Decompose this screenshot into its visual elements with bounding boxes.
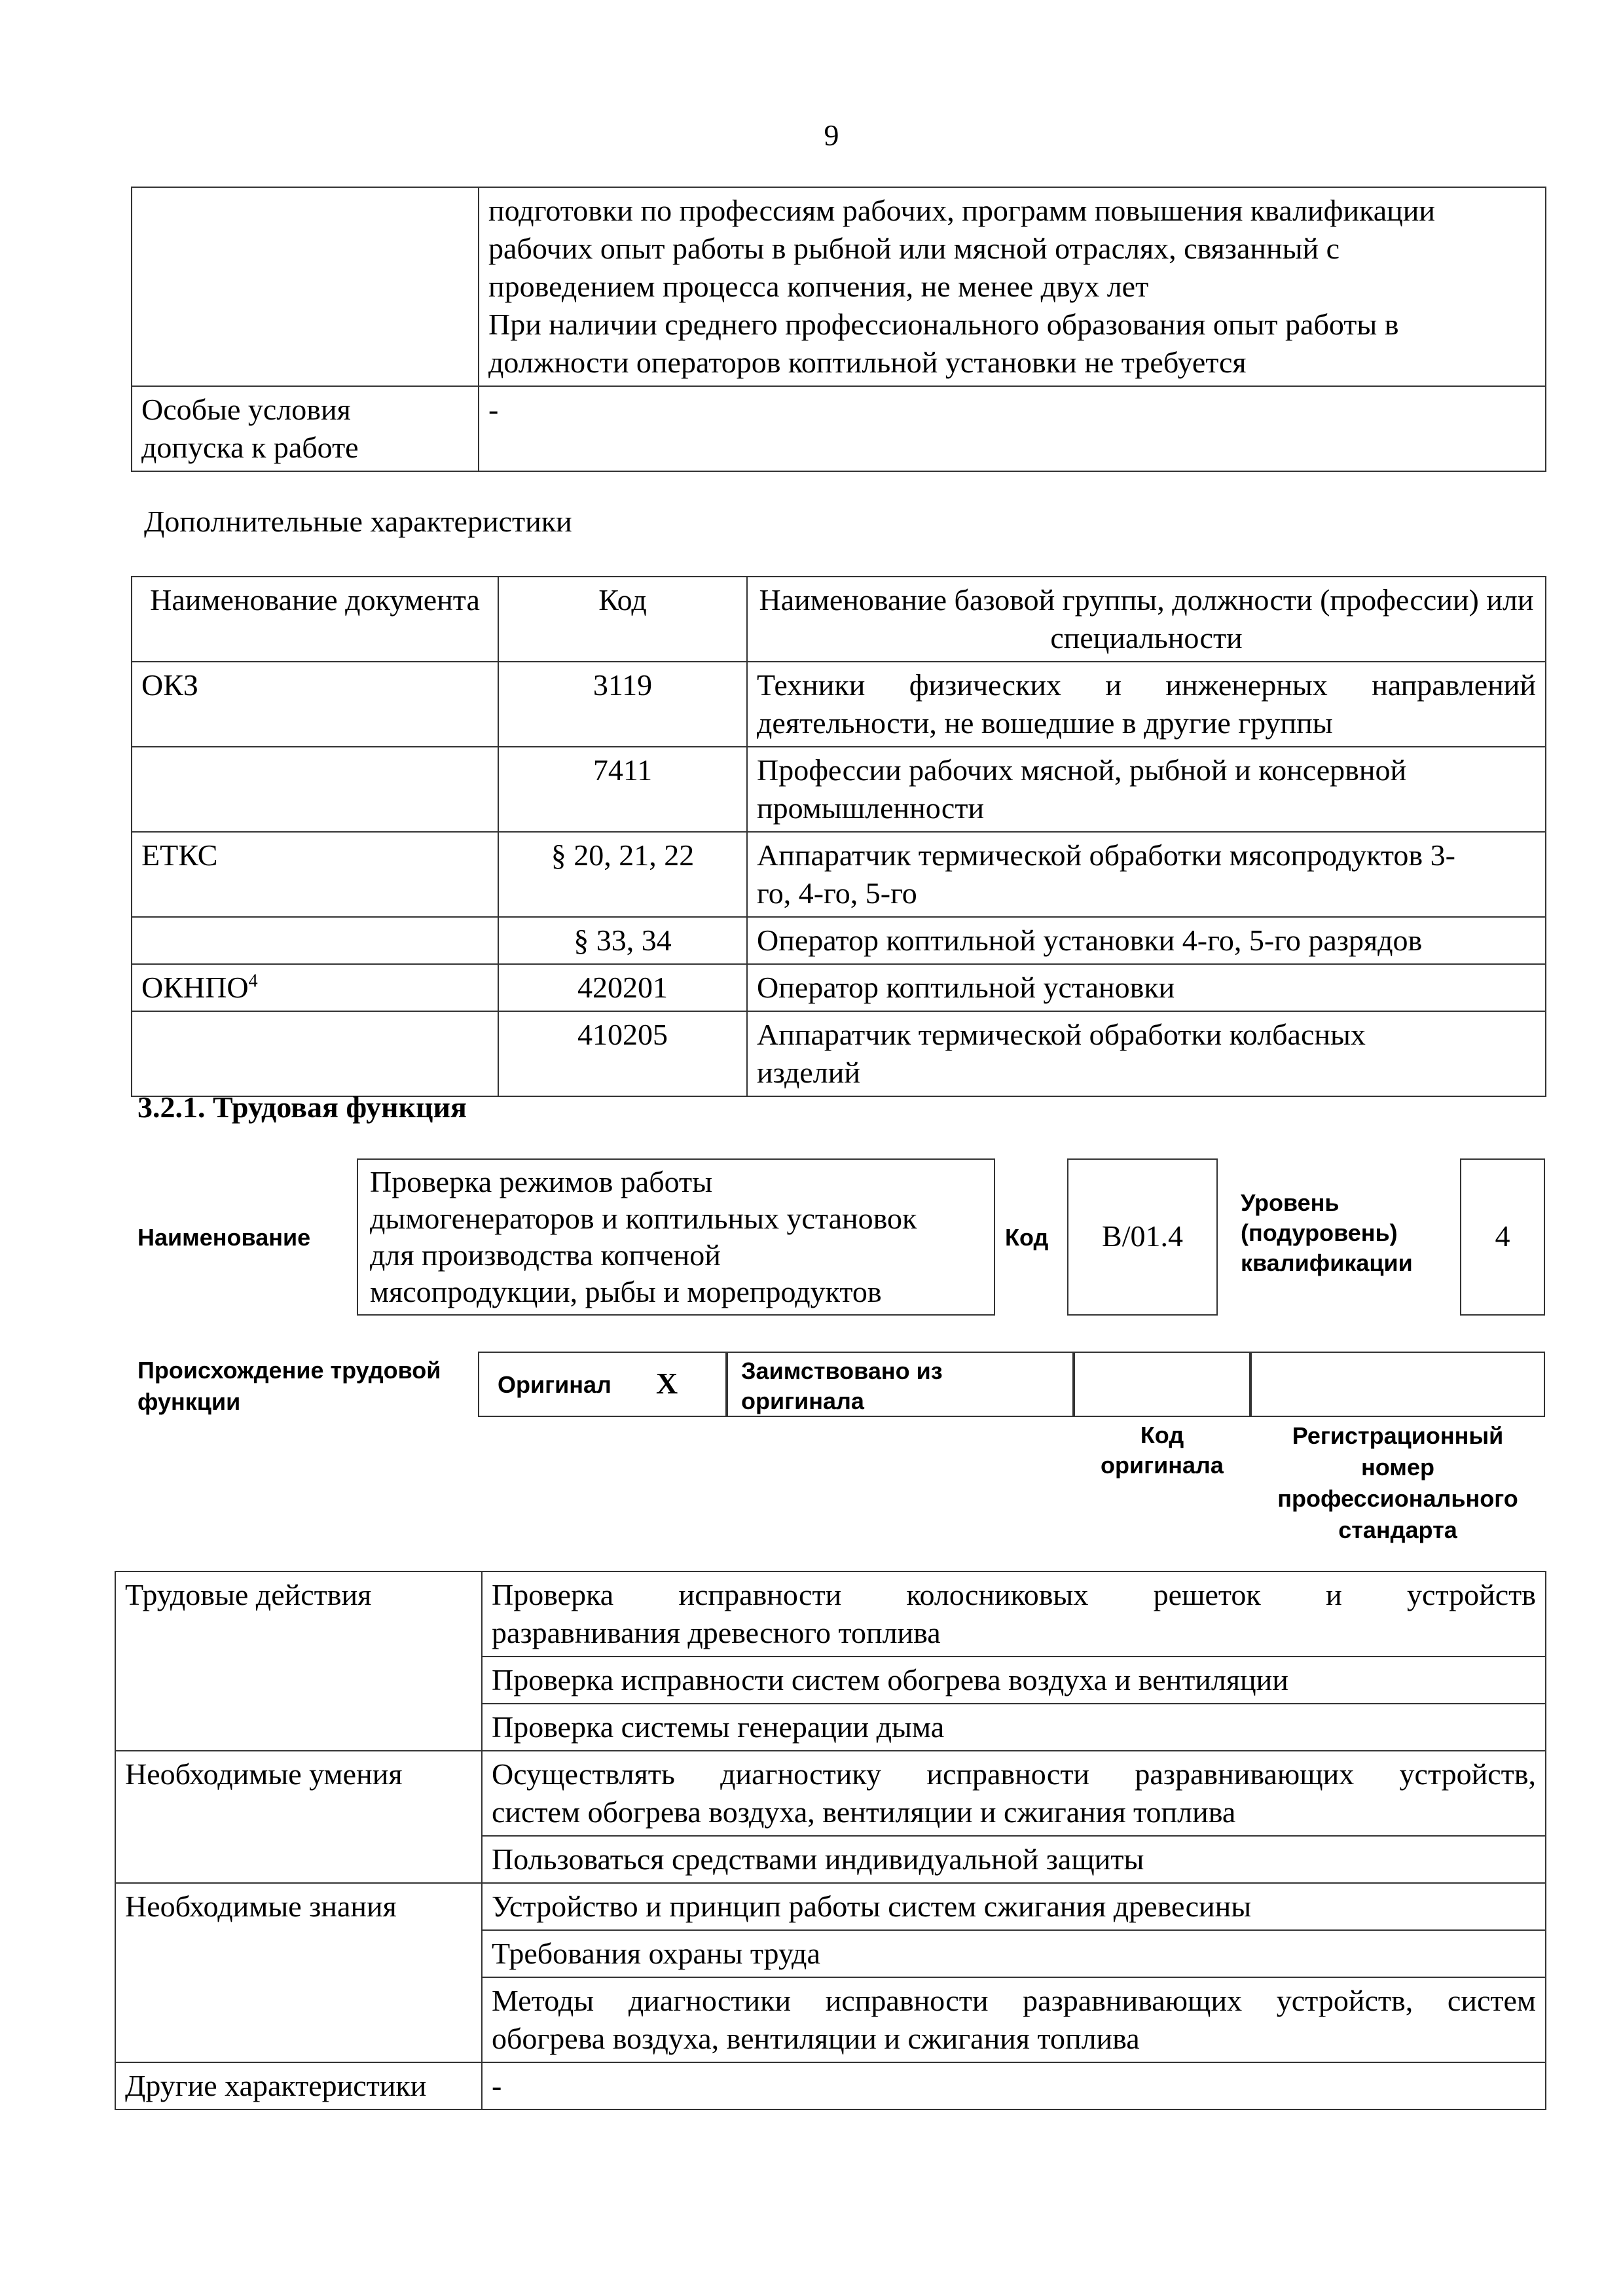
footnote-mark: 4 bbox=[248, 971, 258, 992]
code-cell: 410205 bbox=[498, 1011, 747, 1096]
text-line: обогрева воздуха, вентиляции и сжигания топлива bbox=[492, 2022, 1140, 2055]
group-name-cell bbox=[747, 832, 1546, 917]
text-line: систем обогрева воздуха, вентиляции и сжигания топлива bbox=[492, 1795, 1236, 1829]
required-skill-item bbox=[482, 1751, 1546, 1836]
doc-cell bbox=[132, 964, 498, 1011]
required-knowledge-item bbox=[482, 1977, 1546, 2062]
other-characteristics-label: Другие характеристики bbox=[115, 2062, 482, 2109]
text-line: рабочих опыт работы в рыбной или мясной отраслях, связанный с bbox=[488, 232, 1340, 265]
required-knowledge-item: Устройство и принцип работы систем сжигания древесины bbox=[482, 1883, 1546, 1930]
level-value: 4 bbox=[1495, 1219, 1510, 1253]
text-line: промышленности bbox=[757, 791, 985, 825]
label-line: квалификации bbox=[1241, 1249, 1413, 1276]
text-line: Профессии рабочих мясной, рыбной и консервной bbox=[757, 753, 1407, 787]
group-name-cell: Оператор коптильной установки bbox=[747, 964, 1546, 1011]
additional-heading: Дополнительные характеристики bbox=[144, 505, 572, 538]
text-line: Аппаратчик термической обработки колбасных bbox=[757, 1018, 1366, 1051]
code-cell: 3119 bbox=[498, 662, 747, 747]
borrowed-box bbox=[727, 1352, 1074, 1417]
doc-cell bbox=[132, 1011, 498, 1096]
caption-line: Регистрационный bbox=[1292, 1422, 1504, 1449]
label-line: допуска к работе bbox=[141, 431, 359, 464]
original-label: Оригинал bbox=[498, 1371, 611, 1398]
text-line: изделий bbox=[757, 1056, 860, 1089]
text-line: для производства копченой bbox=[370, 1238, 721, 1272]
caption-line: Код bbox=[1140, 1422, 1184, 1448]
empty-label-cell bbox=[132, 187, 479, 386]
header-group-name: Наименование базовой группы, должности (профессии) или специальности bbox=[747, 577, 1546, 662]
text-line: Проверка режимов работы bbox=[370, 1165, 713, 1198]
header-document: Наименование документа bbox=[132, 577, 498, 662]
text-line: разравнивания древесного топлива bbox=[492, 1616, 941, 1649]
labor-action-item: Проверка исправности систем обогрева воздуха и вентиляции bbox=[482, 1657, 1546, 1704]
labor-action-item: Проверка системы генерации дыма bbox=[482, 1704, 1546, 1751]
registration-number-caption bbox=[1250, 1420, 1545, 1546]
additional-characteristics-table bbox=[131, 576, 1546, 1097]
doc-cell bbox=[132, 917, 498, 964]
doc-name: ОКНПО bbox=[141, 971, 249, 1004]
caption-line: профессионального bbox=[1277, 1485, 1518, 1512]
special-conditions-label bbox=[132, 386, 479, 471]
text-line: го, 4-го, 5-го bbox=[757, 876, 917, 910]
text-line: проведением процесса копчения, не менее двух лет bbox=[488, 270, 1149, 303]
original-code-box bbox=[1074, 1352, 1250, 1417]
doc-cell bbox=[132, 747, 498, 832]
education-requirements-cell bbox=[479, 187, 1546, 386]
original-code-caption bbox=[1074, 1420, 1250, 1480]
code-cell: 7411 bbox=[498, 747, 747, 832]
label-line: функции bbox=[137, 1388, 241, 1415]
caption-line: номер bbox=[1361, 1454, 1434, 1480]
text-line: Аппаратчик термической обработки мясопродуктов 3- bbox=[757, 838, 1455, 872]
label-line: оригинала bbox=[741, 1388, 864, 1414]
code-cell: § 33, 34 bbox=[498, 917, 747, 964]
education-table bbox=[131, 187, 1546, 472]
required-knowledge-label: Необходимые знания bbox=[115, 1883, 482, 2062]
caption-line: оригинала bbox=[1101, 1452, 1224, 1479]
required-skill-item: Пользоваться средствами индивидуальной защиты bbox=[482, 1836, 1546, 1883]
required-skills-label: Необходимые умения bbox=[115, 1751, 482, 1883]
doc-cell: ЕТКС bbox=[132, 832, 498, 917]
code-value: B/01.4 bbox=[1102, 1219, 1183, 1253]
label-line: (подуровень) bbox=[1241, 1219, 1398, 1246]
level-box bbox=[1460, 1158, 1545, 1316]
label-line: Происхождение трудовой bbox=[137, 1357, 441, 1384]
code-cell: § 20, 21, 22 bbox=[498, 832, 747, 917]
doc-cell: ОКЗ bbox=[132, 662, 498, 747]
text-line: должности операторов коптильной установки не требуется bbox=[488, 346, 1247, 379]
text-line: Проверка исправности колосниковых решеток и устройств bbox=[492, 1578, 1536, 1611]
group-name-cell bbox=[747, 662, 1546, 747]
required-knowledge-item: Требования охраны труда bbox=[482, 1930, 1546, 1977]
label-line: Уровень bbox=[1241, 1189, 1340, 1216]
labor-actions-label: Трудовые действия bbox=[115, 1571, 482, 1751]
code-label: Код bbox=[1005, 1224, 1049, 1251]
text-line: дымогенераторов и коптильных установок bbox=[370, 1202, 917, 1235]
original-mark: X bbox=[656, 1367, 678, 1400]
original-box bbox=[478, 1352, 727, 1417]
level-label bbox=[1241, 1188, 1413, 1278]
labor-action-item bbox=[482, 1571, 1546, 1657]
group-name-cell bbox=[747, 1011, 1546, 1096]
text-line: подготовки по профессиям рабочих, программ повышения квалификации bbox=[488, 194, 1435, 227]
function-name-box bbox=[357, 1158, 995, 1316]
special-conditions-value: - bbox=[479, 386, 1546, 471]
group-name-cell bbox=[747, 747, 1546, 832]
origin-label bbox=[137, 1355, 441, 1418]
text-line: деятельности, не вошедшие в другие группы bbox=[757, 706, 1333, 740]
function-details-table bbox=[115, 1571, 1546, 2110]
text-line: При наличии среднего профессионального образования опыт работы в bbox=[488, 308, 1399, 341]
text-line: мясопродукции, рыбы и морепродуктов bbox=[370, 1275, 882, 1308]
label-line: Особые условия bbox=[141, 393, 351, 426]
caption-line: стандарта bbox=[1338, 1516, 1457, 1543]
code-cell: 420201 bbox=[498, 964, 747, 1011]
labor-function-heading: 3.2.1. Трудовая функция bbox=[137, 1090, 467, 1124]
header-code: Код bbox=[498, 577, 747, 662]
text-line: Техники физических и инженерных направлений bbox=[757, 668, 1536, 702]
text-line: Осуществлять диагностику исправности разравнивающих устройств, bbox=[492, 1757, 1536, 1791]
label-line: Заимствовано из bbox=[741, 1357, 943, 1384]
function-name-label: Наименование bbox=[137, 1224, 311, 1251]
page-number: 9 bbox=[824, 118, 839, 152]
code-box bbox=[1067, 1158, 1218, 1316]
registration-number-box bbox=[1250, 1352, 1545, 1417]
other-characteristics-value: - bbox=[482, 2062, 1546, 2109]
text-line: Методы диагностики исправности разравнивающих устройств, систем bbox=[492, 1984, 1536, 2017]
group-name-cell: Оператор коптильной установки 4-го, 5-го разрядов bbox=[747, 917, 1546, 964]
